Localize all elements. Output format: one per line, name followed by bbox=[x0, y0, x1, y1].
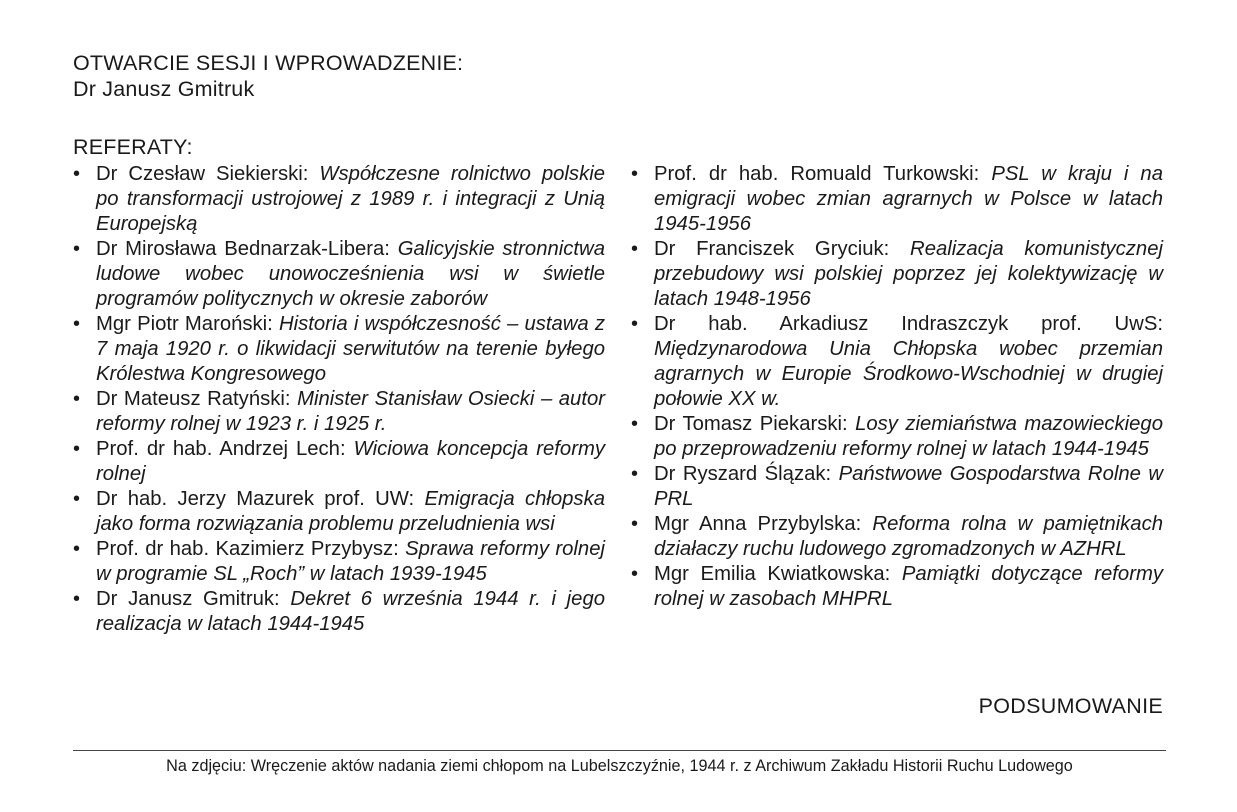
paper-speaker: Mgr Emilia Kwiatkowska: bbox=[654, 563, 902, 585]
paper-speaker: Prof. dr hab. Romuald Turkowski: bbox=[654, 163, 992, 185]
paper-title: Międzynarodowa Unia Chłopska wobec przemian agrarnych w Europie Środkowo-Wschodniej w drugiej połowie XX w. bbox=[654, 338, 1163, 410]
papers-list-right bbox=[631, 162, 1163, 612]
paper-speaker: Dr Mirosława Bednarzak-Libera: bbox=[96, 238, 398, 260]
paper-speaker: Dr hab. Arkadiusz Indraszczyk prof. UwS: bbox=[654, 313, 1163, 335]
paper-title: Dekret 6 września 1944 r. i jego realizacja w latach 1944-1945 bbox=[96, 588, 606, 635]
paper-speaker: Dr Mateusz Ratyński: bbox=[96, 388, 298, 410]
paper-title: Historia i współczesność – ustawa z 7 maja 1920 r. o likwidacji serwitutów na terenie byłego Królestwa Kongresowego bbox=[96, 313, 605, 385]
opening-heading: OTWARCIE SESJI I WPROWADZENIE: bbox=[73, 51, 464, 75]
paper-speaker: Dr Ryszard Ślązak: bbox=[654, 463, 839, 485]
paper-speaker: Prof. dr hab. Kazimierz Przybysz: bbox=[96, 538, 406, 560]
paper-item bbox=[631, 237, 1163, 312]
paper-item bbox=[73, 437, 605, 487]
paper-title: Minister Stanisław Osiecki – autor reformy rolnej w 1923 r. i 1925 r. bbox=[96, 388, 605, 435]
caption-divider bbox=[73, 750, 1166, 751]
paper-item bbox=[73, 587, 605, 637]
paper-item bbox=[73, 312, 605, 387]
papers-heading: REFERATY: bbox=[73, 135, 193, 159]
paper-speaker: Dr Czesław Siekierski: bbox=[96, 163, 320, 185]
paper-item bbox=[73, 387, 605, 437]
paper-speaker: Mgr Anna Przybylska: bbox=[654, 513, 873, 535]
paper-item bbox=[631, 462, 1163, 512]
paper-speaker: Mgr Piotr Maroński: bbox=[96, 313, 279, 335]
paper-title: Wiciowa koncepcja reformy rolnej bbox=[96, 438, 605, 485]
paper-speaker: Dr Franciszek Gryciuk: bbox=[654, 238, 911, 260]
paper-title: Pamiątki dotyczące reformy rolnej w zasobach MHPRL bbox=[654, 563, 1163, 610]
paper-title: Państwowe Gospodarstwa Rolne w PRL bbox=[654, 463, 1163, 510]
paper-title: PSL w kraju i na emigracji wobec zmian agrarnych w Polsce w latach 1945-1956 bbox=[654, 163, 1163, 235]
paper-item bbox=[631, 162, 1163, 237]
paper-speaker: Prof. dr hab. Andrzej Lech: bbox=[96, 438, 354, 460]
paper-item bbox=[73, 537, 605, 587]
paper-speaker: Dr Janusz Gmitruk: bbox=[96, 588, 291, 610]
paper-item bbox=[631, 512, 1163, 562]
opening-person: Dr Janusz Gmitruk bbox=[73, 77, 255, 101]
paper-speaker: Dr hab. Jerzy Mazurek prof. UW: bbox=[96, 488, 425, 510]
paper-title: Galicyjskie stronnictwa ludowe wobec unowocześnienia wsi w świetle programów politycznych w okresie zaborów bbox=[96, 238, 605, 310]
paper-title: Losy ziemiaństwa mazowieckiego po przeprowadzeniu reformy rolnej w latach 1944-1945 bbox=[654, 413, 1163, 460]
photo-caption: Na zdjęciu: Wręczenie aktów nadania ziemi chłopom na Lubelszczyźnie, 1944 r. z Archiwum Zakładu Historii Ruchu Ludowego bbox=[166, 757, 1073, 775]
paper-item bbox=[631, 312, 1163, 412]
paper-item bbox=[631, 562, 1163, 612]
paper-title: Emigracja chłopska jako forma rozwiązania problemu przeludnienia wsi bbox=[96, 488, 605, 535]
paper-item bbox=[73, 237, 605, 312]
paper-title: Współczesne rolnictwo polskie po transformacji ustrojowej z 1989 r. i integracji z Unią Europejską bbox=[96, 163, 606, 235]
papers-list-left bbox=[73, 162, 605, 637]
paper-speaker: Dr Tomasz Piekarski: bbox=[654, 413, 856, 435]
paper-title: Realizacja komunistycznej przebudowy wsi polskiej poprzez jej kolektywizację w latach 1948-1956 bbox=[654, 238, 1163, 310]
paper-title: Reforma rolna w pamiętnikach działaczy ruchu ludowego zgromadzonych w AZHRL bbox=[654, 513, 1163, 560]
paper-item bbox=[73, 487, 605, 537]
summary-heading: PODSUMOWANIE bbox=[978, 694, 1163, 718]
paper-item bbox=[631, 412, 1163, 462]
paper-title: Sprawa reformy rolnej w programie SL „Roch” w latach 1939-1945 bbox=[96, 538, 605, 585]
paper-item bbox=[73, 162, 605, 237]
